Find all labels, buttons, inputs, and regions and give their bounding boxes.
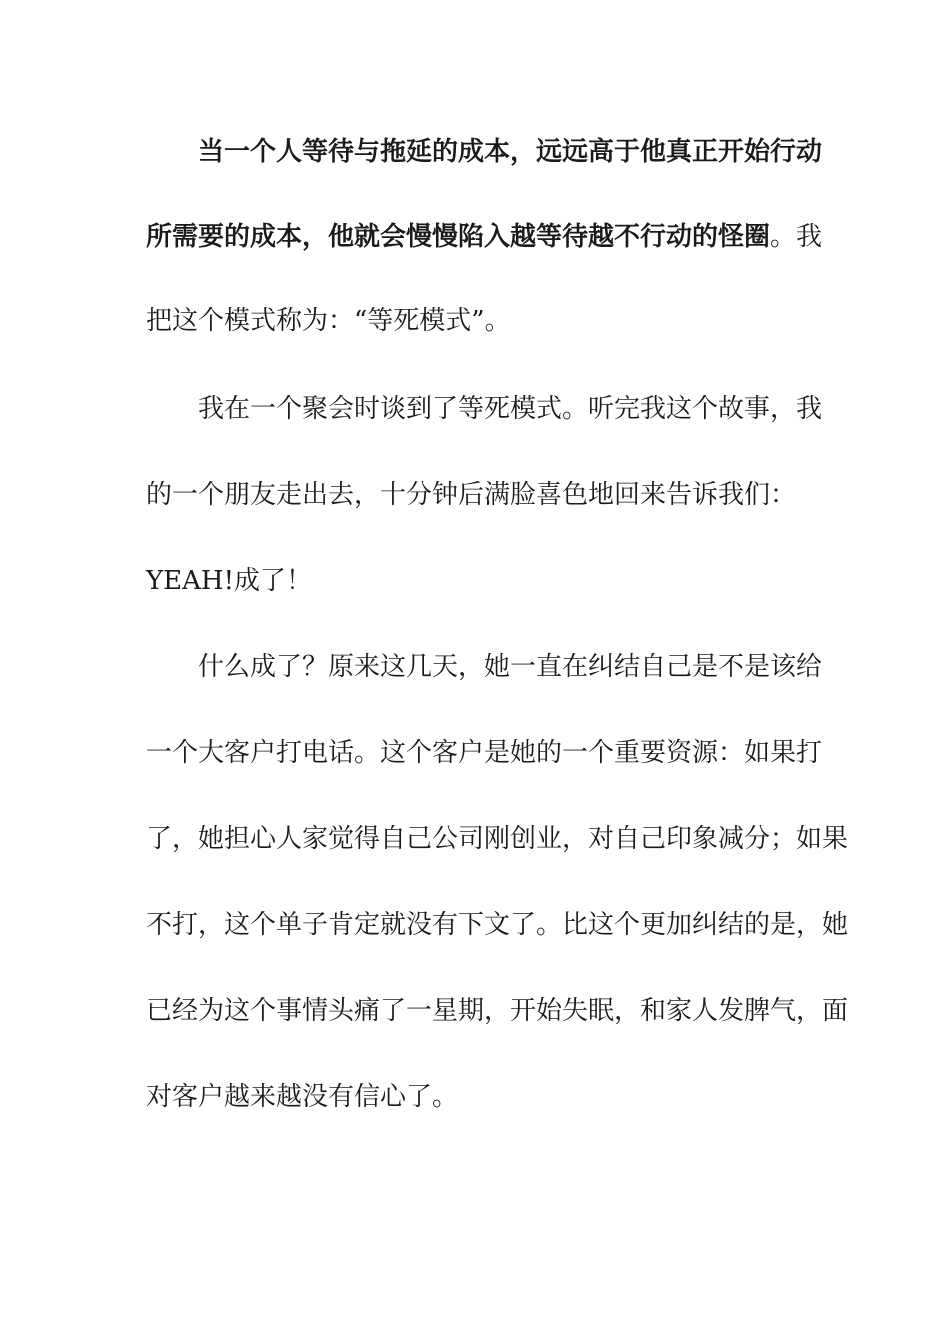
- normal-text: 的一个朋友走出去，十分钟后满脸喜色地回来告诉我们：: [146, 480, 797, 510]
- normal-text: 不打，这个单子肯定就没有下文了。比这个更加纠结的是，她: [146, 910, 849, 940]
- normal-text: 把这个模式称为：“等死模式”。: [146, 306, 511, 336]
- paragraph-1-line-1: [198, 132, 823, 172]
- paragraph-2-line-3: [146, 561, 808, 601]
- paragraph-1-line-2: [146, 217, 823, 257]
- bold-text: 当一个人等待与拖延的成本，远远高于他真正开始行动: [198, 137, 823, 167]
- normal-text: 。我: [770, 222, 823, 252]
- normal-text: 一个大客户打电话。这个客户是她的一个重要资源：如果打: [146, 738, 823, 768]
- paragraph-3-line-6: [146, 1077, 808, 1117]
- normal-text: 对客户越来越没有信心了。: [146, 1082, 459, 1112]
- bold-text: 所需要的成本，他就会慢慢陷入越等待越不行动的怪圈: [146, 222, 771, 252]
- normal-text: YEAH!成了！: [146, 566, 313, 596]
- paragraph-3-line-2: [146, 733, 823, 773]
- normal-text: 了，她担心人家觉得自己公司刚创业，对自己印象减分；如果: [146, 824, 849, 854]
- normal-text: 我在一个聚会时谈到了等死模式。听完我这个故事，我: [198, 394, 823, 424]
- paragraph-2-line-2: [146, 475, 808, 515]
- paragraph-3-line-4: [146, 905, 849, 945]
- normal-text: 已经为这个事情头痛了一星期，开始失眠，和家人发脾气，面: [146, 996, 849, 1026]
- paragraph-1-line-3: [146, 301, 808, 341]
- paragraph-3-line-3: [146, 819, 849, 859]
- paragraph-3-line-5: [146, 991, 849, 1031]
- paragraph-2-line-1: [198, 389, 823, 429]
- normal-text: 什么成了？原来这几天，她一直在纠结自己是不是该给: [198, 652, 823, 682]
- paragraph-3-line-1: [198, 647, 823, 687]
